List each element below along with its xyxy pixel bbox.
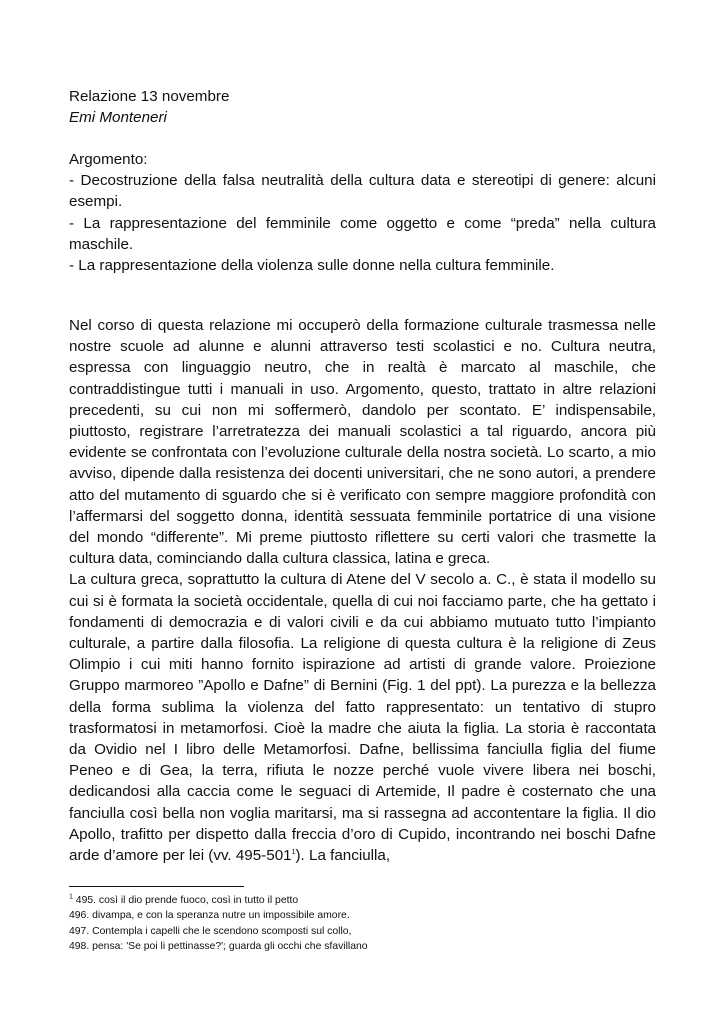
topic-section [69, 149, 656, 276]
footnote-separator [69, 886, 244, 887]
footnote-line: 498. pensa: 'Se poi li pettinasse?'; guarda gli occhi che sfavillano [69, 941, 368, 953]
footnote-line: 497. Contempla i capelli che le scendono scomposti sul collo, [69, 925, 352, 937]
body-paragraph [69, 569, 656, 866]
body-paragraph: Nel corso di questa relazione mi occuperò della formazione culturale trasmessa nelle nostre scuole ad alunne e alunni attraverso testi scolastici e no. Cultura neutra, espressa con linguaggio neutro, che in realtà è marcato al maschile, che contraddistingue tutti i manuali in uso. Argomento, questo, trattato in altre relazioni precedenti, su cui non mi soffermerò, dandolo per scontato. E’ indispensabile, piuttosto, registrare l’arretratezza dei manuali scolastici a tal riguardo, ancora più evidente se confrontata con l’evoluzione culturale della nostra società. Lo scarto, a mio avviso, dipende dalla resistenza dei docenti universitari, che ne sono autori, a prendere atto del mutamento di sguardo che si è verificato con sempre maggiore profondità con l’affermarsi del soggetto donna, identità sessuata femminile portatrice di una visione del mondo “differente”. Mi preme piuttosto riflettere su certi valori che trasmette la cultura data, cominciando dalla cultura classica, latina e greca. [69, 317, 656, 568]
footnote-line: 496. divampa, e con la speranza nutre un impossibile amore. [69, 910, 350, 922]
report-title: Relazione 13 novembre [69, 88, 230, 105]
body-paragraph-text: ). La fanciulla, [295, 847, 391, 865]
footnotes [69, 893, 656, 955]
author-name: Emi Monteneri [69, 109, 167, 127]
footnote-text: 495. così il dio prende fuoco, così in tutto il petto [72, 895, 299, 906]
body-paragraph-text: La cultura greca, soprattutto la cultura di Atene del V secolo a. C., è stata il modello su cui si è formata la società occidentale, quella di cui noi facciamo parte, che ha gettato i fondamenti di democrazia e di valori civili e da cui abbiamo mutuato tutto l’impianto culturale, a partire dalla filosofia. La religione di questa cultura è la religione di Zeus Olimpio i cui miti hanno fornito ispirazione ad artisti di grande valore. Proiezione Gruppo marmoreo ”Apollo e Dafne” di Bernini (Fig. 1 del ppt). La purezza e la bellezza della forma sublima la violenza del fatto rappresentato: un tentativo di stupro trasformatosi in metamorfosi. Cioè la madre che aiuta la figlia. La storia è raccontata da Ovidio nel I libro delle Metamorfosi. Dafne, bellissima fanciulla figlia del fiume Peneo e di Gea, la terra, rifiuta le nozze perché vuole vivere libera nei boschi, dedicandosi alla caccia come le seguaci di Artemide, Il padre è costernato che una fanciulla così bella non voglia maritarsi, ma si rassegna ad accontentare la figlia. Il dio Apollo, trafitto per dispetto dalla freccia d’oro di Cupido, incontrando nei boschi Dafne arde d’amore per lei (vv. 495-501 [69, 571, 656, 865]
topic-item: - La rappresentazione della violenza sulle donne nella cultura femminile. [69, 257, 555, 275]
footnote-reference[interactable]: 1 [291, 849, 296, 857]
document-header [69, 86, 656, 128]
report-body [69, 315, 656, 866]
topic-item: - Decostruzione della falsa neutralità della cultura data e stereotipi di genere: alcuni esempi. [69, 172, 656, 211]
footnote-line [69, 893, 656, 908]
topic-item: - La rappresentazione del femminile come oggetto e come “preda” nella cultura maschile. [69, 214, 656, 253]
topic-label: Argomento: [69, 151, 148, 168]
footnote-marker: 1 [69, 893, 73, 901]
